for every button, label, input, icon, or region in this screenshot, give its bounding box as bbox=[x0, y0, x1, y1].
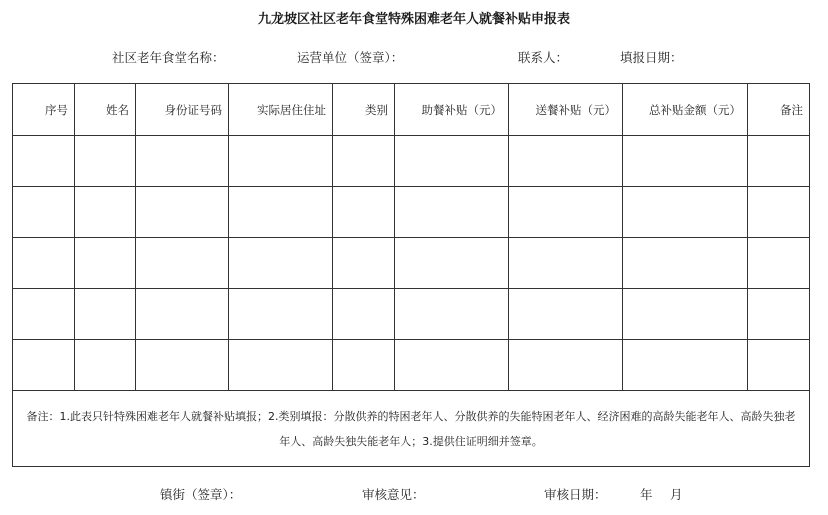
col-header-name: 姓名 bbox=[75, 84, 136, 136]
table-cell[interactable] bbox=[13, 340, 75, 391]
table-cell[interactable] bbox=[229, 238, 333, 289]
table-cell[interactable] bbox=[229, 136, 333, 187]
table-cell[interactable] bbox=[229, 289, 333, 340]
table-cell[interactable] bbox=[333, 340, 395, 391]
col-header-delivery-subsidy: 送餐补贴（元） bbox=[509, 84, 623, 136]
table-cell[interactable] bbox=[395, 340, 509, 391]
table-cell[interactable] bbox=[333, 187, 395, 238]
col-header-id-number: 身份证号码 bbox=[136, 84, 229, 136]
table-cell[interactable] bbox=[75, 340, 136, 391]
table-cell[interactable] bbox=[395, 238, 509, 289]
table-cell[interactable] bbox=[136, 238, 229, 289]
table-cell[interactable] bbox=[748, 187, 810, 238]
operator-label: 运营单位（签章）： bbox=[297, 50, 404, 65]
review-opinion-label: 审核意见： bbox=[362, 487, 425, 502]
month-label: 月 bbox=[670, 487, 683, 502]
table-cell[interactable] bbox=[13, 136, 75, 187]
table-row bbox=[13, 136, 810, 187]
table-cell[interactable] bbox=[136, 187, 229, 238]
table-cell[interactable] bbox=[75, 136, 136, 187]
review-date-label: 审核日期： bbox=[544, 487, 607, 502]
table-cell[interactable] bbox=[136, 289, 229, 340]
col-header-seq: 序号 bbox=[13, 84, 75, 136]
col-header-remarks: 备注 bbox=[748, 84, 810, 136]
table-cell[interactable] bbox=[623, 136, 748, 187]
form-title: 九龙坡区社区老年食堂特殊困难老年人就餐补贴申报表 bbox=[257, 12, 570, 27]
table-cell[interactable] bbox=[333, 136, 395, 187]
table-cell[interactable] bbox=[75, 289, 136, 340]
table-cell[interactable] bbox=[136, 136, 229, 187]
header-row bbox=[13, 84, 810, 136]
table-cell[interactable] bbox=[509, 136, 623, 187]
table-cell[interactable] bbox=[13, 289, 75, 340]
table-row bbox=[13, 289, 810, 340]
table-cell[interactable] bbox=[623, 289, 748, 340]
table-cell[interactable] bbox=[748, 340, 810, 391]
table-cell[interactable] bbox=[623, 340, 748, 391]
table-cell[interactable] bbox=[395, 187, 509, 238]
table-cell[interactable] bbox=[229, 187, 333, 238]
table-cell[interactable] bbox=[75, 238, 136, 289]
table-cell[interactable] bbox=[395, 289, 509, 340]
table-cell[interactable] bbox=[748, 238, 810, 289]
table-cell[interactable] bbox=[136, 340, 229, 391]
contact-label: 联系人： bbox=[518, 50, 569, 65]
col-header-category: 类别 bbox=[333, 84, 395, 136]
table-row bbox=[13, 340, 810, 391]
table-row bbox=[13, 238, 810, 289]
town-signature-label: 镇街（签章）： bbox=[160, 487, 242, 502]
table-cell[interactable] bbox=[509, 187, 623, 238]
col-header-address: 实际居住住址 bbox=[229, 84, 333, 136]
note-row bbox=[13, 391, 810, 467]
canteen-name-label: 社区老年食堂名称： bbox=[112, 50, 225, 65]
table-cell[interactable] bbox=[13, 238, 75, 289]
subsidy-table bbox=[12, 83, 810, 467]
table-row bbox=[13, 187, 810, 238]
table-cell[interactable] bbox=[13, 187, 75, 238]
table-cell[interactable] bbox=[623, 187, 748, 238]
table-cell[interactable] bbox=[623, 238, 748, 289]
table-note: 备注：1.此表只针特殊困难老年人就餐补贴填报；2.类别填报：分散供养的特困老年人、分散供养的失能特困老年人、经济困难的高龄失能老年人、高龄失独老年人、高龄失独失能老年人；3.提供住证明细并签章。 bbox=[13, 391, 810, 467]
table-cell[interactable] bbox=[395, 136, 509, 187]
report-date-label: 填报日期： bbox=[620, 50, 683, 65]
table-cell[interactable] bbox=[333, 238, 395, 289]
col-header-meal-subsidy: 助餐补贴（元） bbox=[395, 84, 509, 136]
col-header-total-subsidy: 总补贴金额（元） bbox=[623, 84, 748, 136]
table-cell[interactable] bbox=[748, 136, 810, 187]
table-cell[interactable] bbox=[333, 289, 395, 340]
table-cell[interactable] bbox=[509, 289, 623, 340]
table-cell[interactable] bbox=[748, 289, 810, 340]
table-cell[interactable] bbox=[509, 340, 623, 391]
year-label: 年 bbox=[640, 487, 653, 502]
table-cell[interactable] bbox=[229, 340, 333, 391]
table-cell[interactable] bbox=[509, 238, 623, 289]
table-cell[interactable] bbox=[75, 187, 136, 238]
